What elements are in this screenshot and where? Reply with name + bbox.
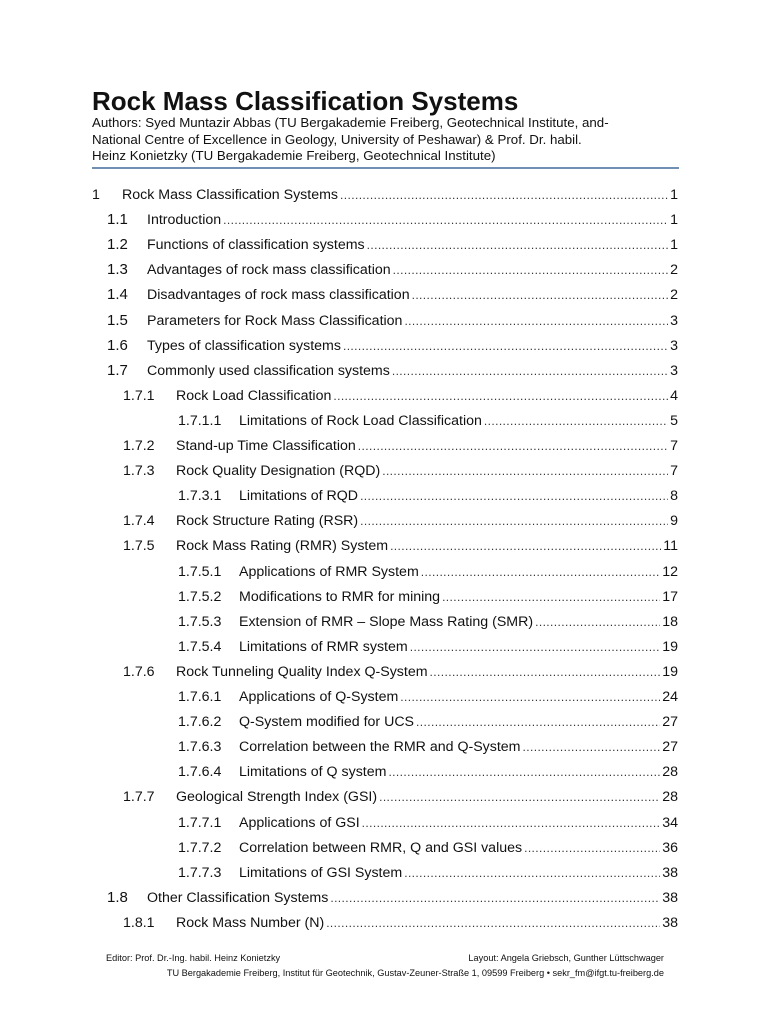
toc-entry[interactable] — [107, 260, 678, 280]
toc-page-number: 38 — [662, 890, 678, 906]
toc-leader-dots — [330, 888, 660, 908]
toc-number: 1.7.6.3 — [178, 739, 222, 755]
toc-entry[interactable] — [123, 662, 678, 682]
toc-number: 1.7.5.4 — [178, 639, 222, 655]
toc-title: Rock Mass Number (N) — [176, 915, 325, 931]
toc-entry[interactable] — [178, 486, 678, 506]
toc-leader-dots — [392, 361, 668, 381]
toc-number: 1.7.1.1 — [178, 413, 222, 429]
toc-number: 1.7.5 — [123, 538, 155, 554]
toc-title: Rock Tunneling Quality Index Q-System — [176, 664, 428, 680]
toc-page-number: 12 — [662, 564, 678, 580]
toc-number: 1.7.6.4 — [178, 764, 222, 780]
toc-title: Q-System modified for UCS — [239, 714, 415, 730]
toc-entry[interactable] — [107, 285, 678, 305]
toc-leader-dots — [404, 311, 668, 331]
toc-number: 1.1 — [107, 211, 128, 228]
toc-leader-dots — [340, 185, 668, 205]
toc-number: 1.7.2 — [123, 438, 155, 454]
toc-title: Modifications to RMR for mining — [239, 589, 441, 605]
toc-leader-dots — [382, 461, 668, 481]
toc-page-number: 2 — [670, 287, 678, 303]
toc-number: 1.3 — [107, 261, 128, 278]
toc-page-number: 27 — [662, 714, 678, 730]
toc-number: 1.5 — [107, 312, 128, 329]
toc-entry[interactable] — [178, 411, 678, 431]
toc-leader-dots — [421, 562, 660, 582]
toc-entry[interactable] — [123, 436, 678, 456]
toc-number: 1.7.7 — [123, 789, 155, 805]
toc-page-number: 5 — [670, 413, 678, 429]
toc-leader-dots — [333, 386, 668, 406]
toc-leader-dots — [535, 612, 660, 632]
toc-page-number: 19 — [662, 639, 678, 655]
toc-page-number: 38 — [662, 865, 678, 881]
toc-page-number: 27 — [662, 739, 678, 755]
toc-entry[interactable] — [178, 587, 678, 607]
toc-number: 1.8.1 — [123, 915, 155, 931]
toc-page-number: 19 — [662, 664, 678, 680]
toc-title: Parameters for Rock Mass Classification — [147, 313, 403, 329]
toc-leader-dots — [393, 260, 668, 280]
toc-title: Rock Mass Rating (RMR) System — [176, 538, 389, 554]
toc-title: Other Classification Systems — [147, 890, 329, 906]
toc-title: Applications of GSI — [239, 815, 360, 831]
toc-page-number: 3 — [670, 338, 678, 354]
toc-page-number: 1 — [670, 212, 678, 228]
toc-leader-dots — [358, 436, 668, 456]
toc-leader-dots — [223, 210, 668, 230]
toc-entry[interactable] — [178, 612, 678, 632]
toc-title: Commonly used classification systems — [147, 363, 390, 379]
toc-number: 1 — [92, 187, 100, 203]
toc-entry[interactable] — [123, 511, 678, 531]
toc-page-number: 24 — [662, 689, 678, 705]
toc-entry[interactable] — [123, 386, 678, 406]
toc-page-number: 1 — [670, 237, 678, 253]
toc-title: Limitations of RMR system — [239, 639, 408, 655]
toc-entry[interactable] — [178, 813, 678, 833]
toc-leader-dots — [410, 637, 661, 657]
footer-editor: Editor: Prof. Dr.-Ing. habil. Heinz Konietzky — [106, 953, 281, 963]
toc-title: Stand-up Time Classification — [176, 438, 356, 454]
toc-entry[interactable] — [178, 637, 678, 657]
toc-number: 1.7.1 — [123, 388, 155, 404]
authors-line: National Centre of Excellence in Geology, University of Peshawar) & Prof. Dr. habil. — [92, 131, 582, 147]
toc-leader-dots — [367, 235, 668, 255]
toc-number: 1.2 — [107, 236, 128, 253]
toc-leader-dots — [326, 913, 660, 933]
toc-number: 1.7.6 — [123, 664, 155, 680]
toc-number: 1.6 — [107, 337, 128, 354]
toc-number: 1.7.7.1 — [178, 815, 222, 831]
toc-page-number: 9 — [670, 513, 678, 529]
toc-page-number: 38 — [662, 915, 678, 931]
toc-title: Types of classification systems — [147, 338, 341, 354]
toc-page-number: 7 — [670, 438, 678, 454]
toc-leader-dots — [412, 285, 669, 305]
toc-number: 1.7.7.2 — [178, 840, 222, 856]
toc-title: Limitations of GSI System — [239, 865, 403, 881]
toc-page-number: 1 — [670, 187, 678, 203]
toc-leader-dots — [430, 662, 661, 682]
authors-line: Heinz Konietzky (TU Bergakademie Freiberg, Geotechnical Institute) — [92, 148, 496, 164]
toc-entry[interactable] — [178, 838, 678, 858]
toc-page-number: 3 — [670, 363, 678, 379]
toc-leader-dots — [523, 737, 661, 757]
toc-entry[interactable] — [178, 712, 678, 732]
toc-title: Applications of RMR System — [239, 564, 419, 580]
toc-entry[interactable] — [178, 737, 678, 757]
toc-number: 1.7.3.1 — [178, 488, 222, 504]
toc-number: 1.7.7.3 — [178, 865, 222, 881]
toc-entry[interactable] — [123, 913, 678, 933]
toc-leader-dots — [390, 536, 661, 556]
toc-title: Rock Quality Designation (RQD) — [176, 463, 381, 479]
authors-line: Authors: Syed Muntazir Abbas (TU Bergakademie Freiberg, Geotechnical Institute, and- — [92, 115, 609, 130]
toc-leader-dots — [524, 838, 660, 858]
toc-title: Correlation between the RMR and Q-System — [239, 739, 521, 755]
toc-entry[interactable] — [123, 787, 678, 807]
toc-page-number: 2 — [670, 262, 678, 278]
toc-number: 1.7.6.2 — [178, 714, 222, 730]
toc-page-number: 4 — [670, 388, 678, 404]
toc-title: Limitations of RQD — [239, 488, 359, 504]
toc-number: 1.7.6.1 — [178, 689, 222, 705]
toc-page-number: 8 — [670, 488, 678, 504]
toc-entry[interactable] — [107, 361, 678, 381]
toc-entry[interactable] — [107, 311, 678, 331]
toc-entry[interactable] — [107, 336, 678, 356]
toc-number: 1.7.5.2 — [178, 589, 222, 605]
toc-leader-dots — [379, 787, 660, 807]
toc-title: Applications of Q-System — [239, 689, 399, 705]
toc-page-number: 28 — [662, 789, 678, 805]
toc-page-number: 17 — [662, 589, 678, 605]
header-divider — [92, 167, 679, 169]
toc-leader-dots — [400, 687, 660, 707]
footer-address: TU Bergakademie Freiberg, Institut für Geotechnik, Gustav-Zeuner-Straße 1, 09599 Freiberg • sekr_fm@ifgt.tu-freiberg.de — [166, 968, 664, 978]
toc-entry[interactable] — [92, 185, 678, 205]
toc-leader-dots — [404, 863, 660, 883]
toc-number: 1.8 — [107, 889, 128, 906]
toc-title: Rock Structure Rating (RSR) — [176, 513, 359, 529]
toc-page-number: 7 — [670, 463, 678, 479]
page-title: Rock Mass Classification Systems — [92, 86, 519, 116]
toc-leader-dots — [416, 712, 660, 732]
toc-entry[interactable] — [178, 863, 678, 883]
toc-title: Correlation between RMR, Q and GSI values — [239, 840, 523, 856]
toc-page-number: 34 — [662, 815, 678, 831]
toc-page-number: 18 — [662, 614, 678, 630]
toc-title: Introduction — [147, 212, 222, 228]
toc-entry[interactable] — [178, 762, 678, 782]
toc-title: Limitations of Rock Load Classification — [239, 413, 482, 429]
toc-title: Functions of classification systems — [147, 237, 365, 253]
toc-entry[interactable] — [107, 235, 678, 255]
toc-entry[interactable] — [107, 888, 678, 908]
toc-leader-dots — [360, 511, 668, 531]
toc-entry[interactable] — [178, 687, 678, 707]
toc-number: 1.7.5.3 — [178, 614, 222, 630]
toc-title: Disadvantages of rock mass classification — [147, 287, 410, 303]
toc-number: 1.4 — [107, 286, 128, 303]
toc-number: 1.7.5.1 — [178, 564, 222, 580]
toc-title: Extension of RMR – Slope Mass Rating (SMR) — [239, 614, 534, 630]
toc-title: Limitations of Q system — [239, 764, 387, 780]
toc-number: 1.7.3 — [123, 463, 155, 479]
footer-layout: Layout: Angela Griebsch, Gunther Lüttschwager — [468, 953, 664, 963]
toc-entry[interactable] — [178, 562, 678, 582]
toc-entry[interactable] — [123, 536, 678, 556]
toc-leader-dots — [484, 411, 668, 431]
toc-leader-dots — [343, 336, 668, 356]
toc-page-number: 11 — [663, 538, 678, 554]
toc-number: 1.7 — [107, 362, 128, 379]
toc-title: Rock Mass Classification Systems — [122, 187, 339, 203]
toc-entry[interactable] — [107, 210, 678, 230]
toc-page-number: 28 — [662, 764, 678, 780]
toc-page-number: 3 — [670, 313, 678, 329]
toc-leader-dots — [442, 587, 660, 607]
toc-entry[interactable] — [123, 461, 678, 481]
toc-title: Geological Strength Index (GSI) — [176, 789, 378, 805]
footer-credits — [106, 952, 664, 964]
toc-leader-dots — [388, 762, 660, 782]
authors-block — [92, 115, 692, 165]
toc-leader-dots — [362, 813, 661, 833]
toc-title: Advantages of rock mass classification — [147, 262, 391, 278]
toc-number: 1.7.4 — [123, 513, 155, 529]
toc-title: Rock Load Classification — [176, 388, 332, 404]
toc-leader-dots — [360, 486, 668, 506]
toc-page-number: 36 — [662, 840, 678, 856]
